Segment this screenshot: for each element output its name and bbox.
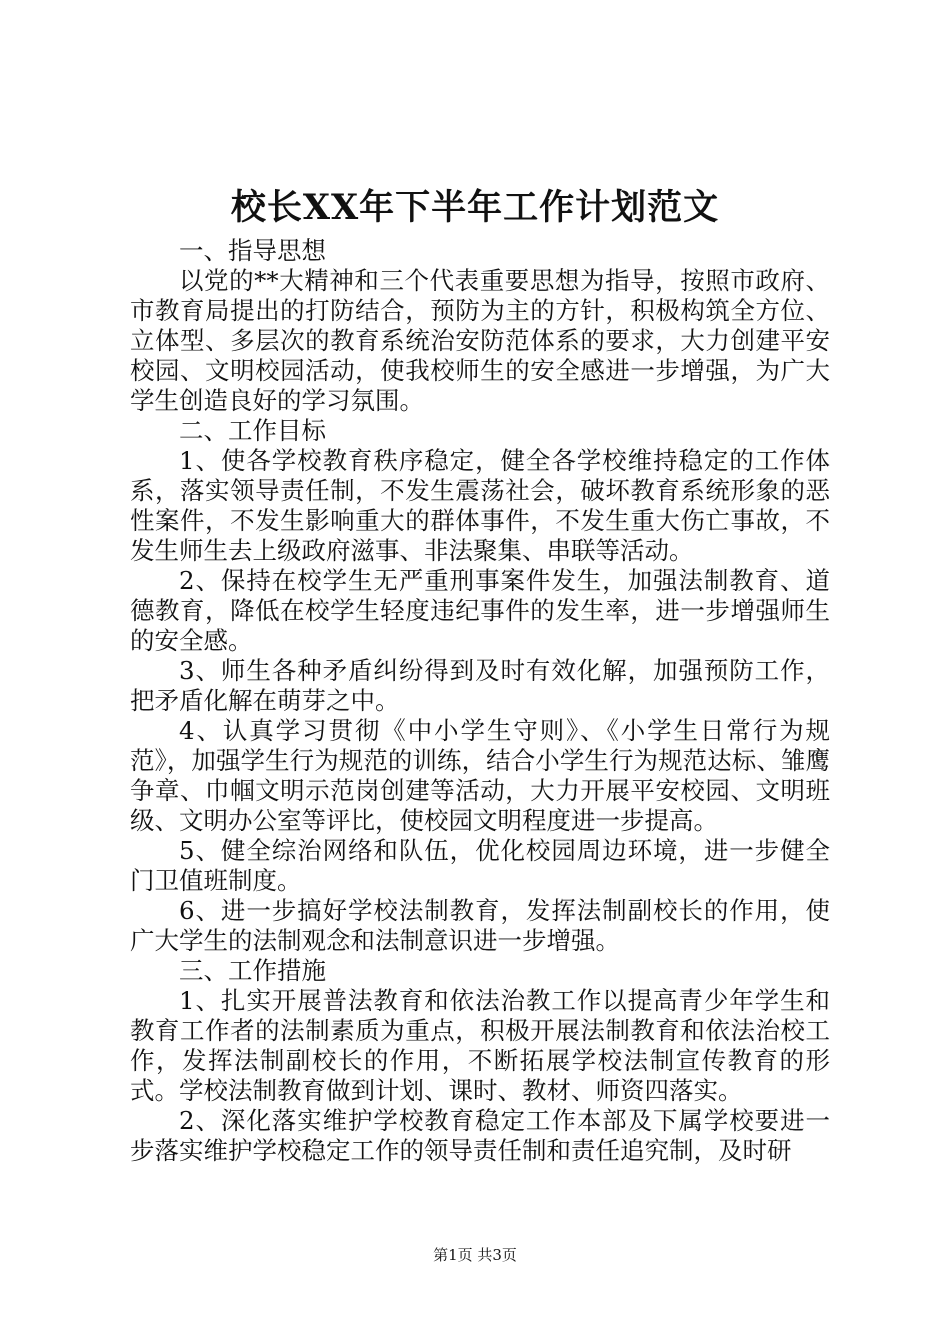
document-body (130, 236, 830, 1166)
paragraph: 3、师生各种矛盾纠纷得到及时有效化解，加强预防工作，把矛盾化解在萌芽之中。 (130, 656, 830, 715)
document-title: 校长XX年下半年工作计划范文 (230, 187, 720, 228)
paragraph: 6、进一步搞好学校法制教育，发挥法制副校长的作用，使广大学生的法制观念和法制意识进一步增强。 (130, 896, 830, 955)
paragraph: 5、健全综治网络和队伍，优化校园周边环境，进一步健全门卫值班制度。 (130, 836, 830, 895)
paragraph: 2、深化落实维护学校教育稳定工作本部及下属学校要进一步落实维护学校稳定工作的领导责任制和责任追究制，及时研 (130, 1106, 830, 1165)
paragraph: 2、保持在校学生无严重刑事案件发生，加强法制教育、道德教育，降低在校学生轻度违纪事件的发生率，进一步增强师生的安全感。 (130, 566, 830, 655)
section-heading-work-goals: 二、工作目标 (179, 416, 326, 445)
page-number-footer: 第1页 共3页 (433, 1246, 517, 1264)
paragraph: 1、使各学校教育秩序稳定，健全各学校维持稳定的工作体系，落实领导责任制，不发生震荡社会，破坏教育系统形象的恶性案件，不发生影响重大的群体事件，不发生重大伤亡事故，不发生师生去上级政府滋事、非法聚集、串联等活动。 (130, 446, 830, 565)
paragraph: 以党的**大精神和三个代表重要思想为指导，按照市政府、市教育局提出的打防结合，预防为主的方针，积极构筑全方位、立体型、多层次的教育系统治安防范体系的要求，大力创建平安校园、文明校园活动，使我校师生的安全感进一步增强，为广大学生创造良好的学习氛围。 (130, 266, 830, 415)
section-heading-guiding-thought: 一、指导思想 (179, 236, 326, 265)
paragraph: 4、认真学习贯彻《中小学生守则》、《小学生日常行为规范》，加强学生行为规范的训练，结合小学生行为规范达标、雏鹰争章、巾帼文明示范岗创建等活动，大力开展平安校园、文明班级、文明办公室等评比，使校园文明程度进一步提高。 (130, 716, 830, 835)
section-heading-work-measures: 三、工作措施 (179, 956, 326, 985)
paragraph: 1、扎实开展普法教育和依法治教工作以提高青少年学生和教育工作者的法制素质为重点，积极开展法制教育和依法治校工作，发挥法制副校长的作用，不断拓展学校法制宣传教育的形式。学校法制教育做到计划、课时、教材、师资四落实。 (130, 986, 830, 1105)
